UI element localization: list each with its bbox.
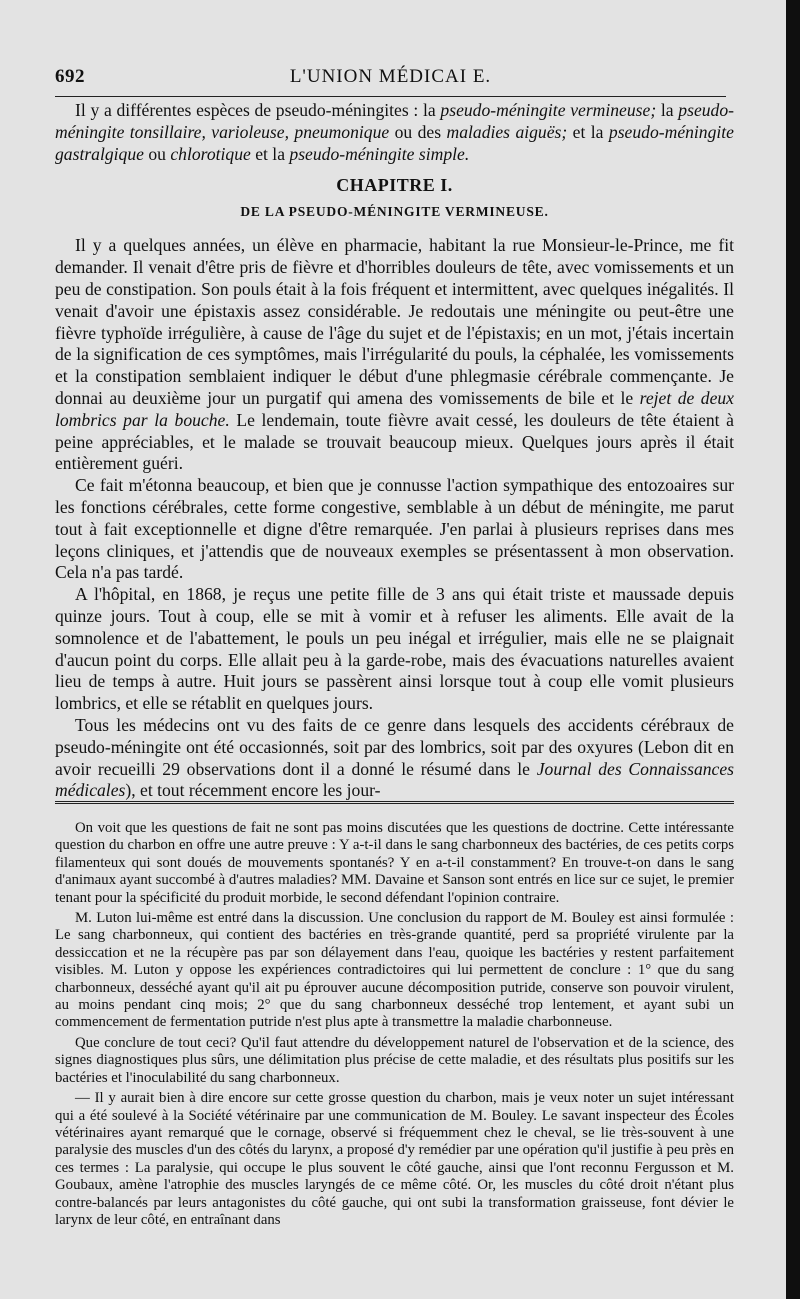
paragraph-3: A l'hôpital, en 1868, je reçus une petite fille de 3 ans qui était triste et maussade depuis quinze jours. Tout à coup, elle se mit à vomir et à refuser les aliments. Elle avait de la somnolence et de l'abattement, le pouls un peu inégal et irrégulier, mais elle ne se plaignait d'aucun point du corps. Elle allait peu à la garde-robe, mais des évacuations naturelles avaient lieu de temps à autre. Huit jours se passèrent ainsi lorsque tout à coup elle vomit plusieurs lombrics, et elle se rétablit en quelques jours. (55, 584, 734, 714)
header-rule (55, 96, 726, 97)
chapter-title: CHAPITRE I. (336, 175, 453, 196)
main-text (55, 100, 734, 802)
intro-paragraph: Il y a différentes espèces de pseudo-méningites : la pseudo-méningite vermineuse; la pseudo-méningite tonsillaire, varioleuse, pneumonique ou des maladies aiguës; et la pseudo-méningite gastralgique ou chlorotique et la pseudo-méningite simple. (55, 100, 734, 164)
paragraph-4: Tous les médecins ont vu des faits de ce genre dans lesquels des accidents cérébraux de pseudo-méningite ont été occasionnés, soit par des lombrics, soit par des oxyures (Lebon dit en avoir recueilli 29 observations dont il a donné le résumé dans le Journal des Connaissances médicales), et tout récemment encore les jour- (55, 714, 734, 801)
chapter-subtitle: DE LA PSEUDO-MÉNINGITE VERMINEUSE. (240, 204, 549, 220)
note-paragraph: Que conclure de tout ceci? Qu'il faut attendre du développement naturel de l'observation et de la science, des signes diagnostiques plus sûrs, une délimitation plus précise de cette maladie, et des résultats plus positifs sur les bactéries et l'inoculabilité du sang charbonneux. (55, 1034, 734, 1086)
note-paragraph: — Il y aurait bien à dire encore sur cette grosse question du charbon, mais je veux noter un sujet intéressant qui a été soulevé à la Société vétérinaire par une communication de M. Bouley. Le savant inspecteur des Écoles vétérinaires ayant remarqué que le cornage, observé si fréquemment chez le cheval, se lie très-souvent à une paralysie des muscles d'un des côtés du larynx, a proposé d'y remédier par une opération qu'il justifie à peu près en ces termes : La paralysie, qui occupe le plus souvent le côté gauche, ainsi que l'ont reconnu Fergusson et M. Goubaux, amène l'atrophie des muscles laryngés de ce même côté. Or, les muscles du côté droit n'étant plus contre-balancés par leurs antagonistes du côté gauche, qui ont subi la transformation graisseuse, font dévier le larynx de leur côté, en entraînant dans (55, 1090, 734, 1228)
feuilleton-text (55, 820, 734, 1232)
paragraph-1: Il y a quelques années, un élève en pharmacie, habitant la rue Monsieur-le-Prince, me fit demander. Il venait d'être pris de fièvre et d'horribles douleurs de tête, avec vomissements et un peu de constipation. Son pouls était à la fois fréquent et intermittent, avec quelques inégalités. Il venait d'avoir une épistaxis assez considérable. Je redoutais une méningite ou peut-être une fièvre typhoïde irrégulière, à cause de l'âge du sujet et de l'épistaxis; en un mot, j'étais incertain de la signification de ces symptômes, mais l'irrégularité du pouls, la céphalée, les vomissements et la constipation semblaient indiquer le début d'une phlegmasie cérébrale commençante. Je donnai au deuxième jour un purgatif qui amena des vomissements de bile et le rejet de deux lombrics par la bouche. Le lendemain, toute fièvre avait cessé, les douleurs de tête étaient à peine appréciables, et le malade se trouvait beaucoup mieux. Quelques jours après il était entièrement guéri. (55, 235, 734, 474)
running-header (55, 66, 726, 92)
paragraph-2: Ce fait m'étonna beaucoup, et bien que je connusse l'action sympathique des entozoaires sur les fonctions cérébrales, cette forme congestive, semblable à un début de méningite, me parut tout à fait exceptionnelle et digne d'être remarquée. J'en parlai à plusieurs reprises dans mes leçons cliniques, et j'attendis que de nouveaux exemples se présentassent à mon observation. Cela n'a pas tardé. (55, 475, 734, 583)
page-number: 692 (55, 66, 85, 87)
note-paragraph: M. Luton lui-même est entré dans la discussion. Une conclusion du rapport de M. Bouley est ainsi formulée : Le sang charbonneux, qui contient des bactéries en très-grande quantité, perd sa propriété virulente par la dessiccation et ne la récupère pas par son délayement dans l'eau, quoique les bactéries y restent parfaitement visibles. M. Luton y oppose les expériences contradictoires qui lui permettent de conclure : 1° que du sang charbonneux, desséché ayant qu'il ait pu éprouver aucune décomposition putride, conserve son pouvoir virulent, au moins pendant cinq mois; 2° que du sang charbonneux desséché trop lentement, et ayant subi un commencement de fermentation putride n'est plus apte à transmettre la maladie charbonneuse. (55, 910, 734, 1031)
section-divider (55, 801, 734, 808)
journal-title: L'UNION MÉDICAI E. (289, 66, 492, 87)
note-paragraph: On voit que les questions de fait ne sont pas moins discutées que les questions de doctrine. Cette intéressante question du charbon en offre une autre preuve : Y a-t-il dans le sang charbonneux des bactéries, de ces petits corps filamenteux qui sont doués de mouvements spontanés? Y en a-t-il constamment? En trouve-t-on dans le sang d'animaux ayant succombé à d'autres maladies? MM. Davaine et Sanson sont entrés en lice sur ce sujet, le premier tenant pour la spécificité du produit morbide, le second défendant l'opinion contraire. (55, 820, 734, 906)
